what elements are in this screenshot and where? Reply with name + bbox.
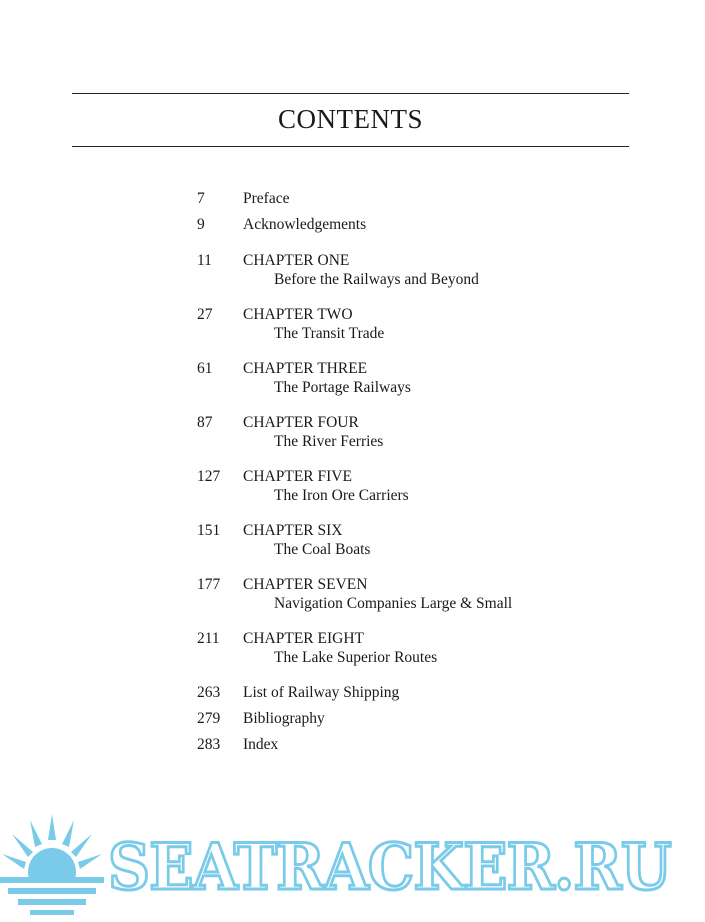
page-number: 7 [197,190,205,207]
page-number: 127 [197,468,221,485]
entry-title: CHAPTER TWO [243,306,353,323]
entry-title: Index [243,736,279,753]
entry-title: CHAPTER FOUR [243,414,359,431]
page-number: 279 [197,710,221,727]
entry-subtitle: The Lake Superior Routes [274,649,438,666]
page-number: 61 [197,360,213,377]
entry-title: Preface [243,190,290,207]
entry-subtitle: The Iron Ore Carriers [274,487,409,504]
entry-title: CHAPTER FIVE [243,468,352,485]
top-rule [72,93,629,94]
page-number: 9 [197,216,205,233]
page-number: 87 [197,414,213,431]
entry-subtitle: The Portage Railways [274,379,411,396]
page-number: 11 [197,252,212,269]
watermark [0,810,705,922]
entry-title: CHAPTER EIGHT [243,630,364,647]
entry-title: Bibliography [243,710,325,727]
entry-title: CHAPTER SEVEN [243,576,368,593]
entry-subtitle: Before the Railways and Beyond [274,271,479,288]
page-number: 151 [197,522,221,539]
page-number: 283 [197,736,221,753]
sun-over-water-icon [0,810,104,920]
entry-subtitle: The Coal Boats [274,541,371,558]
bottom-rule [72,146,629,147]
entry-subtitle: The River Ferries [274,433,384,450]
entry-subtitle: The Transit Trade [274,325,385,342]
entry-title: CHAPTER ONE [243,252,350,269]
entry-title: CHAPTER SIX [243,522,343,539]
entry-subtitle: Navigation Companies Large & Small [274,595,513,612]
page-number: 27 [197,306,213,323]
page-number: 211 [197,630,220,647]
entry-title: CHAPTER THREE [243,360,368,377]
entry-title: Acknowledgements [243,216,367,233]
page-title: CONTENTS [278,104,423,134]
watermark-text: SEATRACKER.RU [108,830,671,905]
entry-title: List of Railway Shipping [243,684,400,701]
page-number: 177 [197,576,221,593]
page-number: 263 [197,684,221,701]
